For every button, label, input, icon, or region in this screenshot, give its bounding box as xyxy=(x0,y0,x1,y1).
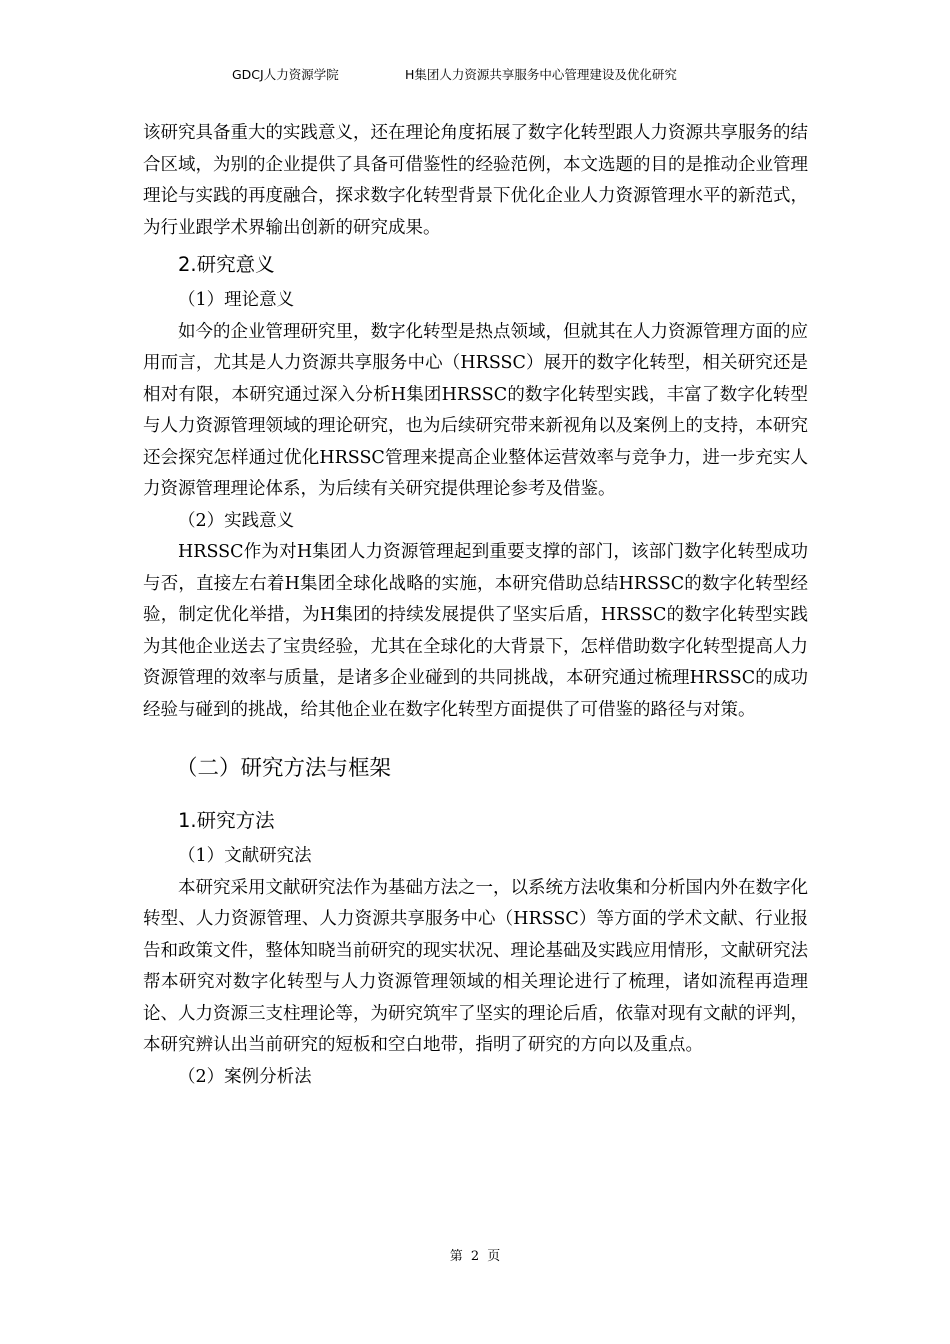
heading-section-methods-framework: （二）研究方法与框架 xyxy=(176,756,392,781)
paragraph-literature-method: 本研究采用文献研究法作为基础方法之一，以系统方法收集和分析国内外在数字化转型、人力资源管理、人力资源共享服务中心（HRSSC）等方面的学术文献、行业报告和政策文件，整体知晓当前研究的现实状况、理论基础及实践应用情形，文献研究法帮本研究对数字化转型与人力资源管理领域的相关理论进行了梳理，诸如流程再造理论、人力资源三支柱理论等，为研究筑牢了坚实的理论后盾，依靠对现有文献的评判，本研究辨认出当前研究的短板和空白地带，指明了研究的方向以及重点。 xyxy=(143,877,808,1055)
subheading-theory-significance: （1）理论意义 xyxy=(178,290,295,310)
heading-research-methods: 1.研究方法 xyxy=(178,809,275,832)
paragraph-intro: 该研究具备重大的实践意义，还在理论角度拓展了数字化转型跟人力资源共享服务的结合区域，为别的企业提供了具备可借鉴性的经验范例，本文选题的目的是推动企业管理理论与实践的再度融合，探求数字化转型背景下优化企业人力资源管理水平的新范式，为行业跟学术界输出创新的研究成果。 xyxy=(143,123,808,238)
subheading-literature-method: （1）文献研究法 xyxy=(178,846,312,866)
paragraph-practice-significance: HRSSC作为对H集团人力资源管理起到重要支撑的部门，该部门数字化转型成功与否，直接左右着H集团全球化战略的实施，本研究借助总结HRSSC的数字化转型经验，制定优化举措，为H集团的持续发展提供了坚实后盾，HRSSC的数字化转型实践为其他企业送去了宝贵经验，尤其在全球化的大背景下，怎样借助数字化转型提高人力资源管理的效率与质量，是诸多企业碰到的共同挑战，本研究通过梳理HRSSC的成功经验与碰到的挑战，给其他企业在数字化转型方面提供了可借鉴的路径与对策。 xyxy=(143,542,808,720)
header-thesis-title: H集团人力资源共享服务中心管理建设及优化研究 xyxy=(405,67,677,82)
paragraph-theory-significance: 如今的企业管理研究里，数字化转型是热点领域，但就其在人力资源管理方面的应用而言，尤其是人力资源共享服务中心（HRSSC）展开的数字化转型，相关研究还是相对有限，本研究通过深入分析H集团HRSSC的数字化转型实践，丰富了数字化转型与人力资源管理领域的理论研究，也为后续研究带来新视角以及案例上的支持，本研究还会探究怎样通过优化HRSSC管理来提高企业整体运营效率与竞争力，进一步充实人力资源管理理论体系，为后续有关研究提供理论参考及借鉴。 xyxy=(143,321,808,499)
subheading-case-analysis-method: （2）案例分析法 xyxy=(178,1066,312,1087)
page-body xyxy=(143,118,808,1093)
header-institution: GDCJ人力资源学院 xyxy=(232,67,339,82)
subheading-practice-significance: （2）实践意义 xyxy=(178,510,295,531)
page-number: 第 2 页 xyxy=(449,1249,501,1264)
heading-research-significance: 2.研究意义 xyxy=(178,253,275,276)
